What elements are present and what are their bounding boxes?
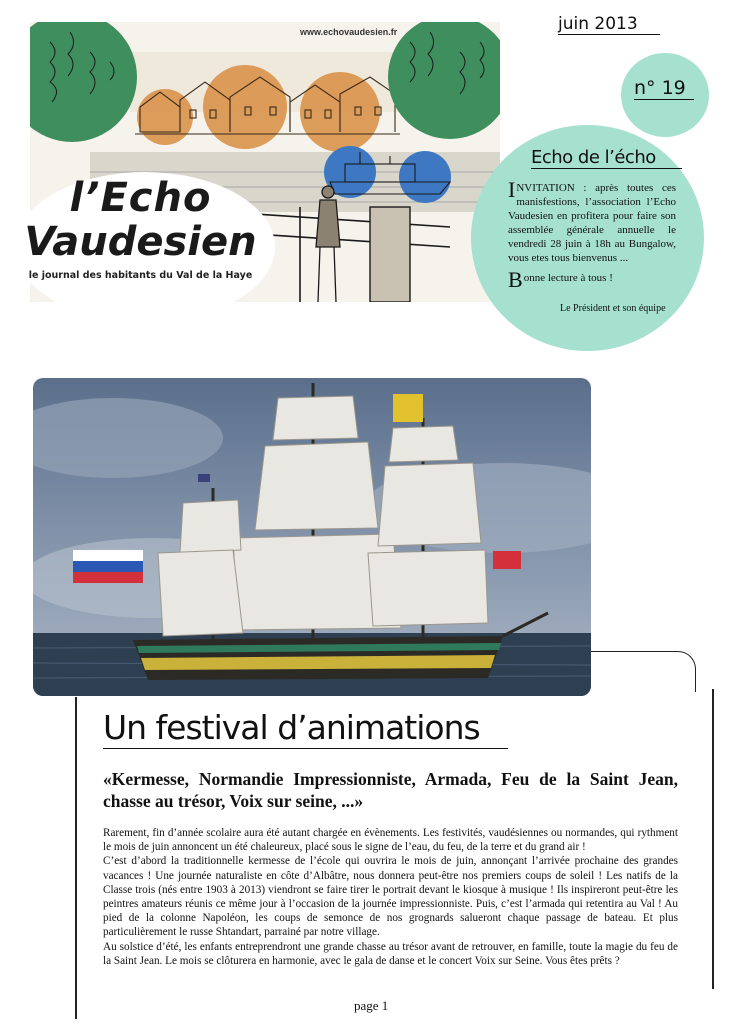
article-frame-right (712, 689, 714, 989)
article-lead: «Kermesse, Normandie Impressionniste, Armada, Feu de la Saint Jean, chasse au trésor, Voix sur seine, ...» (103, 769, 678, 811)
masthead-title-line2: Vaudesien (24, 219, 257, 265)
echo-signature: Le Président et son équipe (560, 303, 666, 314)
echo-paragraph-2 (508, 267, 676, 292)
masthead-subtitle: le journal des habitants du Val de la Haye (28, 270, 253, 281)
masthead-title-line1: l’Echo (69, 175, 212, 221)
article-paragraph: Rarement, fin d’année scolaire aura été autant chargée en évènements. Les festivités, vaudésiennes ou normandes, qui rythment le mois de juin annoncent un été chaleureux, placé sous le signe de l’eau, du feu, de la terre et du grand air ! (103, 827, 678, 854)
dropcap: B (508, 267, 523, 292)
echo-paragraph-2-text: onne lecture à tous ! (523, 272, 613, 284)
echo-box-title: Echo de l’écho (531, 147, 682, 169)
masthead (18, 170, 263, 305)
article-headline: Un festival d’animations (103, 708, 508, 749)
ship-photo (33, 378, 591, 696)
dropcap: I (508, 177, 516, 202)
site-url: www.echovaudesien.fr (300, 27, 398, 37)
page-number: page 1 (354, 998, 389, 1013)
article-frame-corner (591, 651, 696, 692)
issue-date: juin 2013 (558, 14, 660, 35)
echo-paragraph-1-text: NVITATION : après toutes ces manisfestions, l’association l’Echo Vaudesien en profitera pour faire son assemblée générale annuelle le vendredi 28 juin à 18h au Bungalow, vous etes tous bienvenus ... (508, 182, 676, 264)
echo-paragraph-1 (508, 177, 676, 265)
article-paragraph: C’est d’abord la traditionnelle kermesse de l’école qui ouvrira le mois de juin, annonçant l’arrivée prochaine des grandes vacances ! Une journée naturaliste en côte d’Albâtre, nous donnera peut-être nos premiers coups de soleil ! Les natifs de la Classe trois (nés entre 1903 à 2013) viendront se faire tirer le portrait devant le kiosque à musique ! Ils inspireront peut-être les peintres amateurs réunis ce même jour à l’occasion de la journée impressionniste. Puis, c’est l’armada qui retentira au Val ! Au pied de la colonne Napoléon, les coups de semonce de nos grognards salueront chaque passage de bateau. Et plus particulièrement le russe Shtandart, parrainé par notre village. (103, 855, 678, 939)
article-frame-left (75, 697, 77, 1019)
echo-box-text (508, 177, 676, 292)
issue-number: n° 19 (634, 77, 694, 100)
article-paragraph: Au solstice d’été, les enfants entreprendront une grande chasse au trésor avant de retrouver, en famille, toute la magie du feu de la Saint Jean. Le mois se clôturera en harmonie, avec le gala de danse et le concert Voix sur Seine. Vous êtes prêts ? (103, 940, 678, 967)
article-body (103, 826, 678, 968)
